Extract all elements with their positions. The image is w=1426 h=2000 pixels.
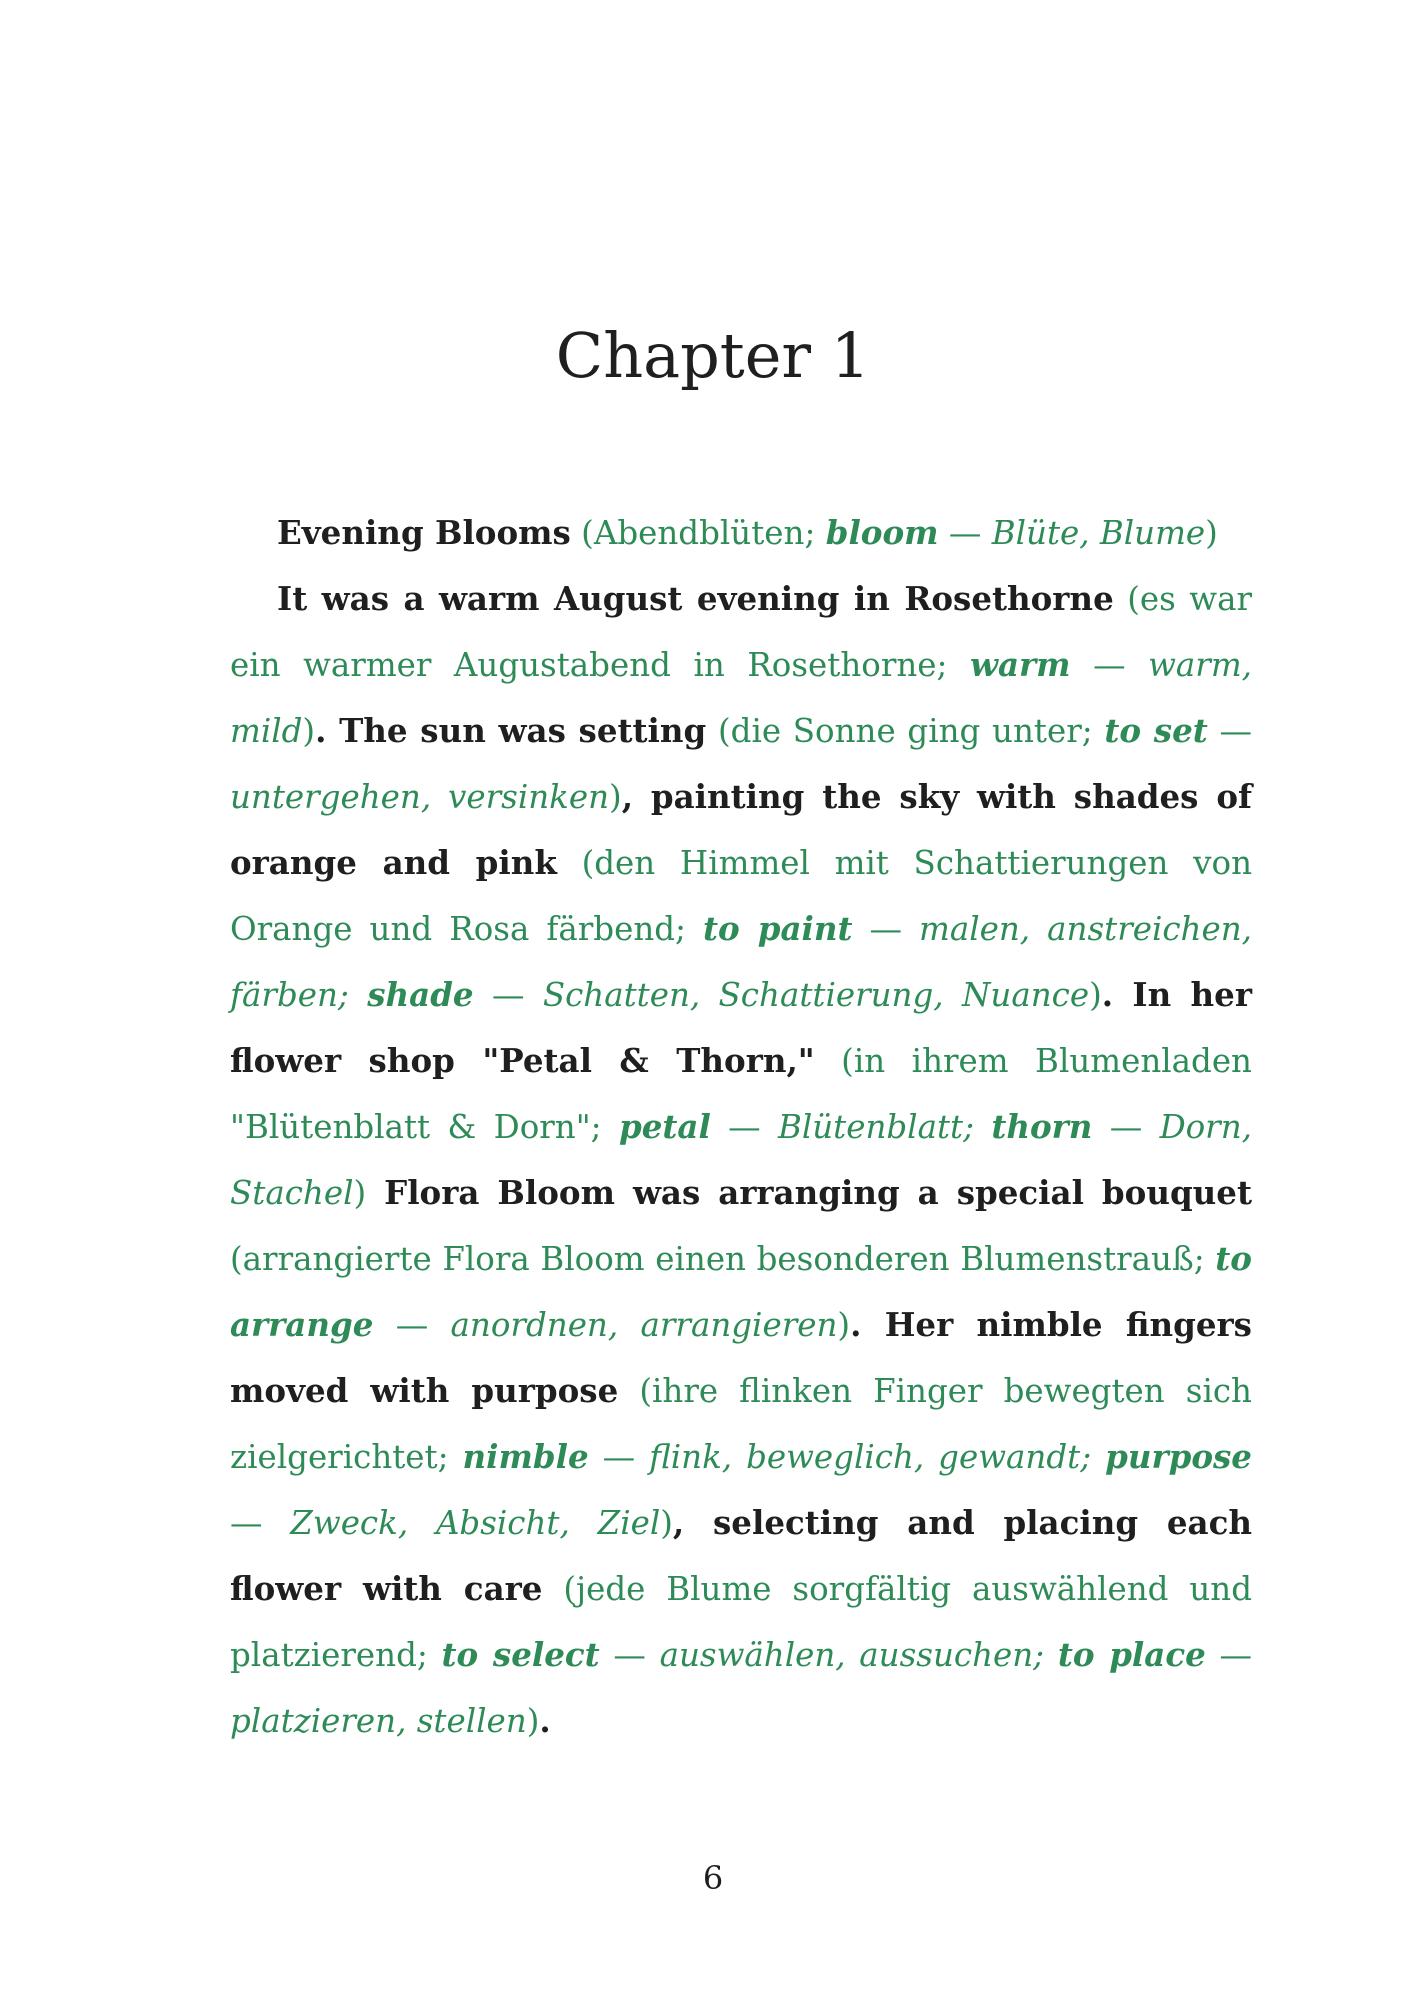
vocab-meaning: untergehen, versinken	[230, 778, 610, 816]
english-text: Flora Bloom was arranging a special bouquet	[366, 1173, 1252, 1212]
english-text: . The sun was setting	[315, 711, 707, 750]
translation-close: )	[526, 1702, 540, 1740]
translation-text: (es war ein warmer Augustabend in Rosethorne;	[230, 580, 1252, 684]
vocab-separator: —	[588, 1438, 650, 1476]
vocab-separator: —	[230, 1504, 291, 1542]
vocab-term: to paint	[703, 909, 853, 948]
vocab-separator: —	[1205, 1636, 1252, 1674]
vocab-separator: —	[852, 910, 920, 948]
vocab-term: nimble	[462, 1437, 589, 1476]
english-text: . In her flower shop "Petal & Thorn,"	[230, 975, 1252, 1080]
vocab-term: purpose	[1105, 1437, 1252, 1476]
translation-text: (Abendblüten;	[570, 514, 826, 552]
translation-text: (die Sonne ging unter;	[706, 712, 1105, 750]
text-body	[230, 500, 1252, 1754]
vocab-term: to select	[441, 1635, 600, 1674]
vocab-term: to place	[1057, 1635, 1206, 1674]
vocab-separator: —	[710, 1108, 778, 1146]
english-text: . Her nimble fingers moved with purpose	[230, 1305, 1252, 1410]
section-heading	[230, 500, 1252, 566]
translation-close: )	[837, 1306, 851, 1344]
vocab-term: thorn	[991, 1107, 1093, 1146]
vocab-meaning: Blüte, Blume	[991, 514, 1206, 552]
translation-close: )	[609, 778, 622, 816]
vocab-meaning: Zweck, Absicht, Ziel	[290, 1504, 661, 1542]
vocab-meaning: Blütenblatt;	[777, 1108, 992, 1146]
translation-close: )	[302, 712, 316, 750]
vocab-meaning: auswählen, aussuchen;	[659, 1636, 1058, 1674]
vocab-separator: —	[1070, 646, 1149, 684]
translation-text: (arrangierte Flora Bloom einen besonderen Blumenstrauß;	[230, 1240, 1216, 1278]
translation-close: )	[660, 1504, 673, 1542]
vocab-separator: —	[373, 1306, 451, 1344]
english-text: .	[539, 1701, 551, 1740]
vocab-meaning: malen, anstreichen, färben;	[230, 910, 1252, 1014]
vocab-separator: —	[938, 514, 992, 552]
vocab-term: to arrange	[230, 1239, 1252, 1344]
vocab-separator: —	[1092, 1108, 1160, 1146]
english-text: , selecting and placing each flower with care	[230, 1503, 1252, 1608]
vocab-meaning: anordnen, arrangieren	[450, 1306, 838, 1344]
translation-close: )	[353, 1174, 367, 1212]
vocab-meaning: Dorn, Stachel	[230, 1108, 1252, 1212]
vocab-meaning: warm, mild	[230, 646, 1252, 750]
vocab-meaning: flink, beweglich, gewandt;	[649, 1438, 1106, 1476]
heading-translation	[571, 514, 1218, 552]
english-text: It was a warm August evening in Rosethorne	[277, 579, 1114, 618]
vocab-term: bloom	[825, 513, 939, 552]
vocab-term: warm	[970, 645, 1071, 684]
heading-english: Evening Blooms	[277, 513, 571, 552]
vocab-meaning: Schatten, Schattierung, Nuance	[542, 976, 1090, 1014]
translation-close: )	[1089, 976, 1102, 1014]
english-text: , painting the sky with shades of orange and pink	[230, 777, 1252, 882]
vocab-separator: —	[599, 1636, 660, 1674]
translation-text: (ihre flinken Finger bewegten sich zielgerichtet;	[230, 1372, 1252, 1476]
vocab-term: shade	[367, 975, 474, 1014]
vocab-term: petal	[618, 1107, 711, 1146]
translation-close: )	[1205, 514, 1218, 552]
translation-text: (in ihrem Blumenladen "Blütenblatt & Dorn";	[230, 1042, 1252, 1146]
vocab-separator: —	[473, 976, 543, 1014]
translation-text: (den Himmel mit Schattierungen von Orange und Rosa färbend;	[230, 844, 1252, 948]
vocab-term: to set	[1104, 711, 1208, 750]
translation-text: (jede Blume sorgfältig auswählend und platzierend;	[230, 1570, 1252, 1674]
main-paragraph	[230, 566, 1252, 1754]
vocab-separator: —	[1207, 712, 1252, 750]
chapter-title: Chapter 1	[555, 319, 871, 392]
vocab-meaning: platzieren, stellen	[230, 1702, 527, 1740]
page-number: 6	[702, 1859, 724, 1897]
